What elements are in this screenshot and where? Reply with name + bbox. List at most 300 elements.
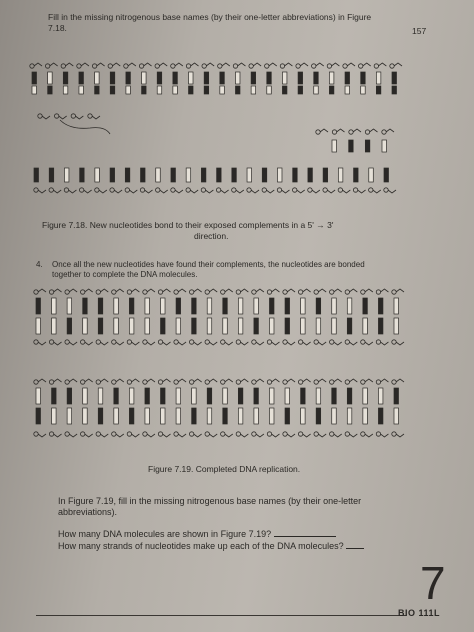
sugar-link — [287, 342, 295, 345]
sugar-link — [318, 379, 326, 382]
sugar-link — [253, 63, 261, 66]
phosphate-group — [205, 432, 209, 436]
nitrogenous-base — [64, 168, 69, 182]
nitrogenous-base — [126, 72, 131, 84]
phosphate-group — [314, 340, 318, 344]
sugar-link — [163, 379, 171, 382]
nitrogenous-base — [347, 318, 352, 334]
phosphate-group — [80, 340, 84, 344]
sugar-link — [163, 342, 171, 345]
sugar-link — [38, 342, 46, 345]
phosphate-group — [65, 432, 69, 436]
figure-7-18-top-strand — [30, 63, 402, 134]
figure-instruction: Fill in the missing nitrogenous base names (by their one-letter abbreviations) in Figure 7.18. — [48, 12, 372, 33]
nitrogenous-base — [36, 388, 41, 404]
sugar-link — [163, 434, 171, 437]
sugar-link — [194, 342, 202, 345]
nitrogenous-base — [235, 72, 240, 84]
nitrogenous-base — [114, 298, 119, 314]
nitrogenous-base — [52, 388, 57, 404]
sugar-link — [163, 289, 171, 292]
sugar-link — [221, 190, 229, 193]
sugar-link — [320, 129, 328, 132]
sugar-link — [287, 434, 295, 437]
sugar-link — [116, 289, 124, 292]
phosphate-group — [189, 380, 193, 384]
nitrogenous-base — [192, 318, 197, 334]
nitrogenous-base — [269, 298, 274, 314]
nitrogenous-base — [363, 298, 368, 314]
sugar-link — [342, 190, 350, 193]
sugar-link — [380, 434, 388, 437]
nitrogenous-base — [207, 408, 212, 424]
sugar-link — [380, 289, 388, 292]
sugar-link — [334, 289, 342, 292]
nitrogenous-base — [338, 168, 343, 182]
phosphate-group — [64, 188, 68, 192]
phosphate-group — [252, 340, 256, 344]
nitrogenous-base — [363, 408, 368, 424]
sugar-link — [85, 289, 93, 292]
answer-blank-strand-count[interactable] — [346, 540, 364, 549]
figure-7-18-caption-line2: direction. — [194, 231, 229, 241]
nitrogenous-base — [83, 298, 88, 314]
phosphate-group — [112, 340, 116, 344]
nitrogenous-base — [238, 388, 243, 404]
sugar-link — [225, 289, 233, 292]
sugar-link — [175, 63, 183, 66]
sugar-link — [116, 434, 124, 437]
sugar-link — [271, 379, 279, 382]
nitrogenous-base — [329, 86, 334, 94]
phosphate-group — [65, 290, 69, 294]
free-nucleotides — [60, 120, 110, 134]
phosphate-group — [221, 432, 225, 436]
nitrogenous-base — [217, 168, 222, 182]
nitrogenous-base — [98, 388, 103, 404]
nitrogenous-base — [269, 408, 274, 424]
nitrogenous-base — [52, 408, 57, 424]
phosphate-group — [96, 380, 100, 384]
sugar-link — [38, 379, 46, 382]
nitrogenous-base — [238, 298, 243, 314]
sugar-link — [84, 190, 92, 193]
sugar-link — [69, 289, 77, 292]
sugar-link — [334, 434, 342, 437]
phosphate-group — [376, 340, 380, 344]
nitrogenous-base — [376, 72, 381, 84]
phosphate-group — [236, 380, 240, 384]
nitrogenous-base — [301, 388, 306, 404]
nitrogenous-base — [48, 86, 53, 94]
phosphate-group — [233, 64, 237, 68]
nitrogenous-base — [316, 318, 321, 334]
nitrogenous-base — [223, 408, 228, 424]
sugar-link — [75, 116, 83, 119]
nitrogenous-base — [285, 388, 290, 404]
sugar-link — [131, 342, 139, 345]
phosphate-group — [327, 64, 331, 68]
sugar-link — [225, 434, 233, 437]
phosphate-group — [392, 340, 396, 344]
nitrogenous-base — [314, 72, 319, 84]
sugar-link — [256, 434, 264, 437]
nitrogenous-base — [347, 408, 352, 424]
nitrogenous-base — [173, 86, 178, 94]
sugar-link — [92, 116, 100, 119]
nitrogenous-base — [223, 318, 228, 334]
nitrogenous-base — [301, 318, 306, 334]
phosphate-group — [174, 290, 178, 294]
nitrogenous-base — [285, 298, 290, 314]
nitrogenous-base — [161, 408, 166, 424]
nitrogenous-base — [126, 86, 131, 94]
nitrogenous-base — [301, 408, 306, 424]
sugar-link — [386, 129, 394, 132]
sugar-link — [114, 190, 122, 193]
phosphate-group — [80, 432, 84, 436]
phosphate-group — [202, 64, 206, 68]
phosphate-group — [392, 290, 396, 294]
nitrogenous-base — [207, 298, 212, 314]
phosphate-group — [361, 340, 365, 344]
chapter-number: 7 — [420, 557, 446, 609]
sugar-link — [281, 190, 289, 193]
nitrogenous-base — [238, 318, 243, 334]
phosphate-group — [332, 130, 336, 134]
sugar-link — [209, 434, 217, 437]
phosphate-group — [314, 290, 318, 294]
phosphate-group — [189, 290, 193, 294]
phosphate-group — [221, 340, 225, 344]
phosphate-group — [316, 130, 320, 134]
nitrogenous-base — [192, 388, 197, 404]
nitrogenous-base — [79, 72, 84, 84]
sugar-link — [303, 289, 311, 292]
phosphate-group — [45, 64, 49, 68]
phosphate-group — [112, 290, 116, 294]
sugar-link — [42, 116, 50, 119]
nitrogenous-base — [52, 318, 57, 334]
sugar-link — [388, 190, 396, 193]
figure-7-18-caption-line1: Figure 7.18. New nucleotides bond to their exposed complements in a 5' → 3' — [42, 220, 334, 230]
nitrogenous-base — [382, 140, 387, 152]
sugar-link — [147, 289, 155, 292]
nitrogenous-base — [171, 168, 176, 182]
footer-rule — [36, 615, 406, 616]
sugar-link — [349, 289, 357, 292]
figure-7-18-bottom-strand — [34, 129, 396, 193]
nitrogenous-base — [95, 72, 100, 84]
sugar-link — [287, 289, 295, 292]
question-strand-count — [58, 540, 364, 552]
phosphate-group — [112, 432, 116, 436]
sugar-link — [373, 190, 381, 193]
sugar-link — [160, 190, 168, 193]
phosphate-group — [392, 380, 396, 384]
sugar-link — [225, 379, 233, 382]
sugar-link — [69, 342, 77, 345]
phosphate-group — [65, 380, 69, 384]
phosphate-group — [34, 380, 38, 384]
phosphate-group — [267, 380, 271, 384]
sugar-link — [303, 379, 311, 382]
sugar-link — [347, 63, 355, 66]
nitrogenous-base — [345, 72, 350, 84]
sugar-link — [394, 63, 402, 66]
nitrogenous-base — [157, 86, 162, 94]
phosphate-group — [110, 188, 114, 192]
phosphate-group — [247, 188, 251, 192]
sugar-link — [69, 379, 77, 382]
nitrogenous-base — [394, 318, 399, 334]
nitrogenous-base — [247, 168, 252, 182]
question-fill-bases: In Figure 7.19, fill in the missing nitrogenous base names (by their one-letter abbreviations). — [58, 496, 362, 517]
phosphate-group — [392, 432, 396, 436]
nitrogenous-base — [277, 168, 282, 182]
sugar-link — [116, 379, 124, 382]
sugar-link — [97, 63, 105, 66]
nitrogenous-base — [192, 298, 197, 314]
phosphate-group — [298, 340, 302, 344]
sugar-link — [191, 63, 199, 66]
nitrogenous-base — [232, 168, 237, 182]
sugar-link — [50, 63, 58, 66]
sugar-link — [59, 116, 67, 119]
phosphate-group — [143, 290, 147, 294]
phosphate-group — [96, 340, 100, 344]
sugar-link — [349, 379, 357, 382]
sugar-link — [175, 190, 183, 193]
nitrogenous-base — [176, 388, 181, 404]
answer-blank-dna-count[interactable] — [274, 528, 336, 537]
phosphate-group — [171, 188, 175, 192]
phosphate-group — [156, 188, 160, 192]
nitrogenous-base — [176, 408, 181, 424]
sugar-link — [380, 379, 388, 382]
phosphate-group — [54, 114, 58, 118]
phosphate-group — [345, 432, 349, 436]
phosphate-group — [330, 432, 334, 436]
phosphate-group — [252, 380, 256, 384]
phosphate-group — [277, 188, 281, 192]
sugar-link — [100, 289, 108, 292]
nitrogenous-base — [173, 72, 178, 84]
nitrogenous-base — [186, 168, 191, 182]
phosphate-group — [374, 64, 378, 68]
nitrogenous-base — [269, 388, 274, 404]
phosphate-group — [298, 290, 302, 294]
sugar-link — [205, 190, 213, 193]
sugar-link — [378, 63, 386, 66]
nitrogenous-base — [145, 298, 150, 314]
phosphate-group — [108, 64, 112, 68]
nitrogenous-base — [98, 408, 103, 424]
nitrogenous-base — [369, 168, 374, 182]
sugar-link — [256, 379, 264, 382]
phosphate-group — [127, 290, 131, 294]
nitrogenous-base — [378, 408, 383, 424]
phosphate-group — [361, 290, 365, 294]
phosphate-group — [267, 432, 271, 436]
phosphate-group — [298, 432, 302, 436]
phosphate-group — [186, 188, 190, 192]
nitrogenous-base — [378, 318, 383, 334]
sugar-link — [206, 63, 214, 66]
nitrogenous-base — [201, 168, 206, 182]
phosphate-group — [262, 188, 266, 192]
phosphate-group — [236, 340, 240, 344]
sugar-link — [54, 434, 62, 437]
sugar-link — [331, 63, 339, 66]
phosphate-group — [143, 380, 147, 384]
nitrogenous-base — [98, 318, 103, 334]
sugar-link — [85, 342, 93, 345]
nitrogenous-base — [83, 408, 88, 424]
sugar-link — [100, 342, 108, 345]
nitrogenous-base — [36, 298, 41, 314]
sugar-link — [53, 190, 61, 193]
phosphate-group — [353, 188, 357, 192]
phosphate-group — [61, 64, 65, 68]
sugar-link — [287, 379, 295, 382]
sugar-link — [85, 434, 93, 437]
sugar-link — [38, 434, 46, 437]
sugar-link — [312, 190, 320, 193]
sugar-link — [396, 342, 404, 345]
sugar-link — [318, 342, 326, 345]
sugar-link — [353, 129, 361, 132]
sugar-link — [237, 63, 245, 66]
sugar-link — [318, 434, 326, 437]
item-4-number: 4. — [36, 260, 43, 269]
sugar-link — [54, 379, 62, 382]
nitrogenous-base — [354, 168, 359, 182]
sugar-link — [365, 289, 373, 292]
sugar-link — [99, 190, 107, 193]
nitrogenous-base — [254, 408, 258, 424]
sugar-link — [240, 289, 248, 292]
phosphate-group — [127, 380, 131, 384]
nitrogenous-base — [114, 408, 119, 424]
phosphate-group — [77, 64, 81, 68]
sugar-link — [38, 289, 46, 292]
sugar-link — [38, 190, 46, 193]
nitrogenous-base — [52, 298, 57, 314]
sugar-link — [396, 379, 404, 382]
phosphate-group — [124, 64, 128, 68]
nitrogenous-base — [63, 72, 68, 84]
nitrogenous-base — [293, 168, 298, 182]
phosphate-group — [49, 188, 53, 192]
nitrogenous-base — [394, 388, 399, 404]
phosphate-group — [49, 432, 53, 436]
phosphate-group — [127, 340, 131, 344]
phosphate-group — [79, 188, 83, 192]
phosphate-group — [376, 380, 380, 384]
sugar-link — [349, 434, 357, 437]
sugar-link — [303, 434, 311, 437]
sugar-link — [178, 342, 186, 345]
sugar-link — [194, 434, 202, 437]
phosphate-group — [330, 290, 334, 294]
phosphate-group — [236, 290, 240, 294]
nitrogenous-base — [204, 72, 209, 84]
phosphate-group — [376, 290, 380, 294]
sugar-link — [147, 342, 155, 345]
nitrogenous-base — [192, 408, 197, 424]
nitrogenous-base — [392, 72, 397, 84]
sugar-link — [284, 63, 292, 66]
sugar-link — [271, 342, 279, 345]
nitrogenous-base — [254, 388, 258, 404]
phosphate-group — [345, 290, 349, 294]
nitrogenous-base — [267, 86, 272, 94]
phosphate-group — [369, 188, 373, 192]
nitrogenous-base — [207, 388, 212, 404]
phosphate-group — [189, 432, 193, 436]
phosphate-group — [361, 432, 365, 436]
sugar-link — [334, 342, 342, 345]
nitrogenous-base — [98, 298, 103, 314]
nitrogenous-base — [361, 72, 366, 84]
nitrogenous-base — [316, 298, 321, 314]
nitrogenous-base — [329, 72, 334, 84]
sugar-link — [334, 379, 342, 382]
phosphate-group — [143, 340, 147, 344]
phosphate-group — [174, 340, 178, 344]
phosphate-group — [30, 64, 34, 68]
sugar-link — [116, 342, 124, 345]
nitrogenous-base — [142, 72, 147, 84]
nitrogenous-base — [332, 408, 337, 424]
sugar-link — [222, 63, 230, 66]
phosphate-group — [205, 380, 209, 384]
nitrogenous-base — [156, 168, 161, 182]
nitrogenous-base — [142, 86, 147, 94]
sugar-link — [190, 190, 198, 193]
phosphate-group — [158, 290, 162, 294]
phosphate-group — [382, 130, 386, 134]
phosphate-group — [249, 64, 253, 68]
phosphate-group — [201, 188, 205, 192]
sugar-link — [396, 434, 404, 437]
phosphate-group — [143, 432, 147, 436]
nitrogenous-base — [67, 298, 72, 314]
figure-7-19-bottom-molecule — [34, 379, 404, 437]
phosphate-group — [34, 188, 38, 192]
sugar-link — [297, 190, 305, 193]
figure-7-18-caption — [42, 220, 402, 242]
sugar-link — [256, 342, 264, 345]
nitrogenous-base — [161, 388, 166, 404]
nitrogenous-base — [332, 298, 337, 314]
sugar-link — [271, 289, 279, 292]
phosphate-group — [140, 188, 144, 192]
nitrogenous-base — [267, 72, 272, 84]
nitrogenous-base — [189, 72, 194, 84]
sugar-link — [131, 289, 139, 292]
phosphate-group — [221, 290, 225, 294]
nitrogenous-base — [298, 72, 303, 84]
phosphate-group — [384, 188, 388, 192]
phosphate-group — [174, 432, 178, 436]
nitrogenous-base — [378, 388, 383, 404]
nitrogenous-base — [285, 318, 290, 334]
sugar-link — [316, 63, 324, 66]
sugar-link — [100, 379, 108, 382]
phosphate-group — [127, 432, 131, 436]
